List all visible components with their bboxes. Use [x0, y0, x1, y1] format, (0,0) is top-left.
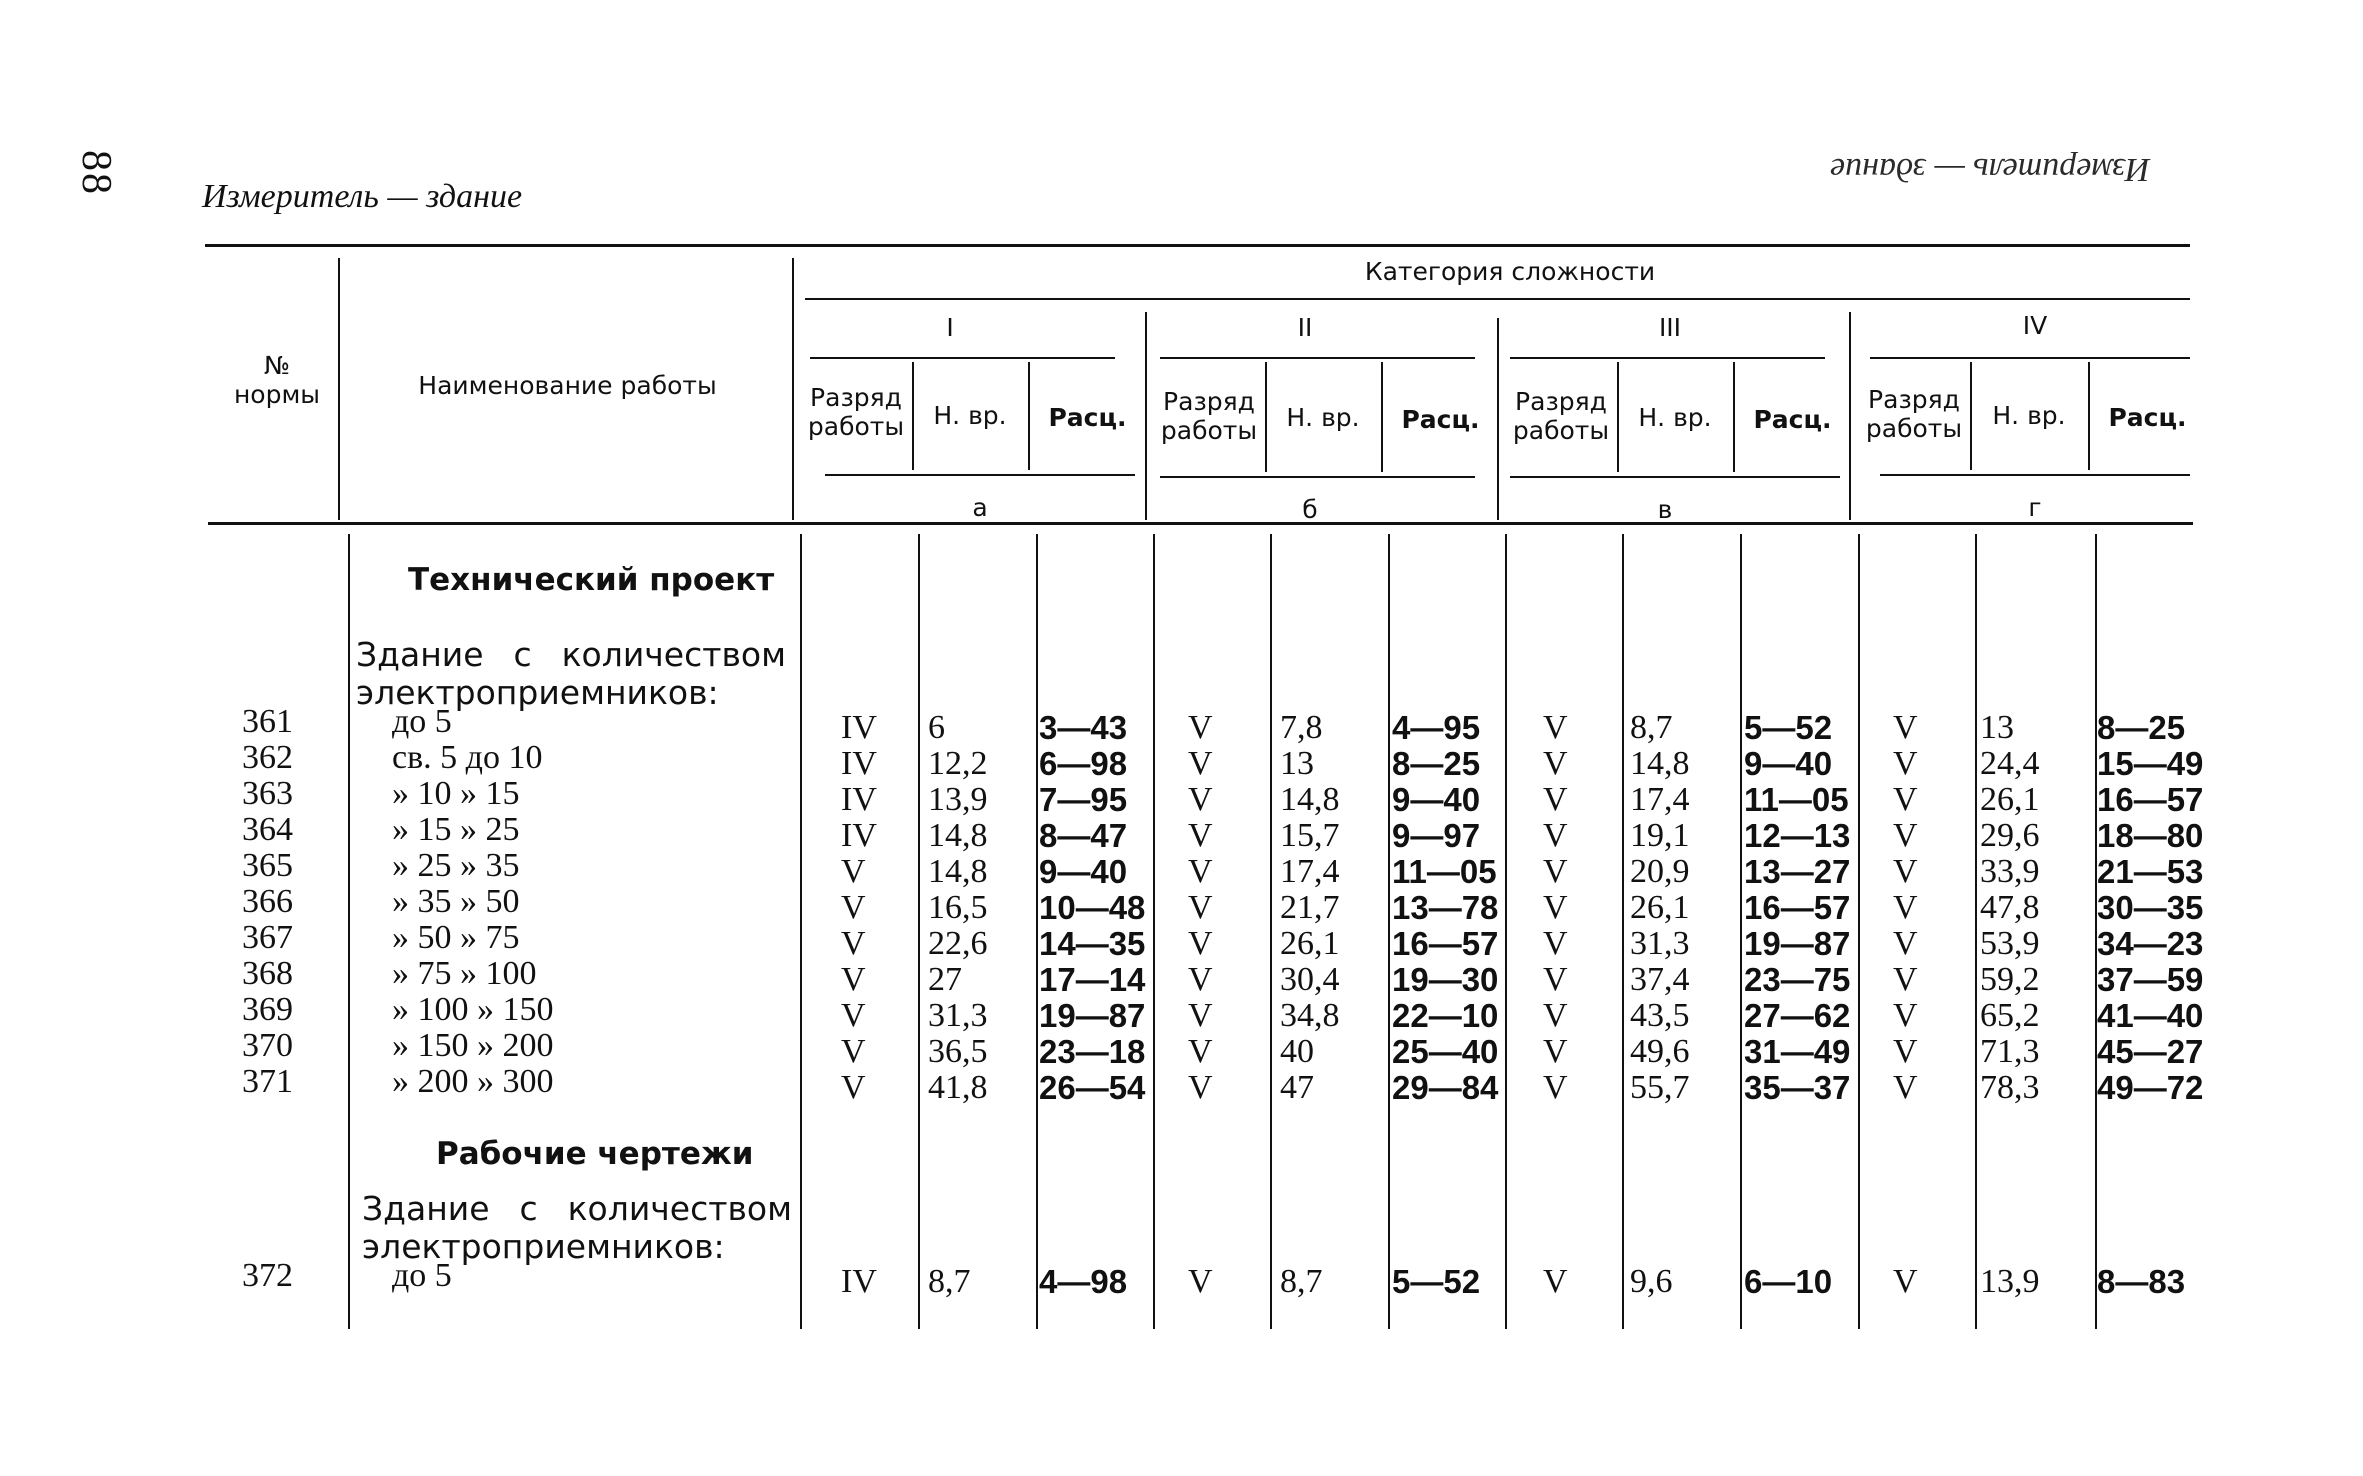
rank-cell: V [1543, 961, 1568, 998]
roman-rule-2 [1160, 357, 1475, 359]
time-cell: 20,9 [1630, 853, 1690, 890]
time-cell: 13 [1980, 709, 2014, 746]
rate-cell: 14—35 [1039, 925, 1146, 962]
rank-cell: IV [841, 781, 877, 818]
rate-cell: 26—54 [1039, 1069, 1146, 1106]
time-cell: 22,6 [928, 925, 988, 962]
work-name: » 25 » 35 [392, 847, 520, 884]
rate-cell: 5—52 [1392, 1263, 1481, 1300]
rank-cell: V [1543, 1069, 1568, 1106]
rate-cell: 13—27 [1744, 853, 1851, 890]
norm-number: 364 [242, 811, 293, 848]
header-time-2: Н. вр. [1286, 403, 1360, 432]
rate-cell: 18—80 [2097, 817, 2204, 854]
time-cell: 41,8 [928, 1069, 988, 1106]
rate-cell: 21—53 [2097, 853, 2204, 890]
rate-cell: 34—23 [2097, 925, 2204, 962]
header-time-3: Н. вр. [1638, 403, 1712, 432]
rank-cell: V [1893, 1033, 1918, 1070]
norm-number: 371 [242, 1063, 293, 1100]
vline-body-2c [1388, 534, 1390, 1329]
rank-cell: V [841, 925, 866, 962]
time-cell: 59,2 [1980, 961, 2040, 998]
rank-cell: V [1543, 997, 1568, 1034]
rate-cell: 41—40 [2097, 997, 2204, 1034]
rank-cell: V [1188, 853, 1213, 890]
time-cell: 19,1 [1630, 817, 1690, 854]
header-rank-4: Разряд работы [1865, 385, 1963, 443]
rate-cell: 6—10 [1744, 1263, 1833, 1300]
norm-number: 370 [242, 1027, 293, 1064]
rate-cell: 3—43 [1039, 709, 1128, 746]
rate-cell: 9—97 [1392, 817, 1481, 854]
norm-number: 369 [242, 991, 293, 1028]
vline-header-no [338, 258, 340, 520]
norm-number: 361 [242, 703, 293, 740]
rank-cell: V [1188, 817, 1213, 854]
rate-cell: 5—52 [1744, 709, 1833, 746]
vline-body-4a [1858, 534, 1860, 1329]
rate-cell: 27—62 [1744, 997, 1851, 1034]
norm-number: 365 [242, 847, 293, 884]
vline-body-2b [1270, 534, 1272, 1329]
rank-cell: V [841, 961, 866, 998]
rank-cell: V [1893, 889, 1918, 926]
category-rule [805, 298, 2190, 300]
section-description-1: Здание с количеством электроприемников: [356, 635, 786, 712]
time-cell: 17,4 [1630, 781, 1690, 818]
time-cell: 31,3 [928, 997, 988, 1034]
rate-cell: 16—57 [1744, 889, 1851, 926]
rate-cell: 12—13 [1744, 817, 1851, 854]
work-name: » 50 » 75 [392, 919, 520, 956]
page-number: 88 [73, 150, 119, 196]
vline-body-3c [1740, 534, 1742, 1329]
norm-number: 372 [242, 1257, 293, 1294]
header-time-1: Н. вр. [933, 401, 1007, 430]
time-cell: 26,1 [1630, 889, 1690, 926]
time-cell: 33,9 [1980, 853, 2040, 890]
work-name: » 10 » 15 [392, 775, 520, 812]
section-description-2: Здание с количеством электроприемников: [362, 1189, 792, 1266]
rank-cell: V [1893, 817, 1918, 854]
rate-cell: 4—95 [1392, 709, 1481, 746]
rate-cell: 19—87 [1744, 925, 1851, 962]
work-name: до 5 [392, 1257, 452, 1294]
time-cell: 21,7 [1280, 889, 1340, 926]
header-bottom-rule [208, 522, 2193, 525]
time-cell: 78,3 [1980, 1069, 2040, 1106]
time-cell: 16,5 [928, 889, 988, 926]
vline-body-4b [1975, 534, 1977, 1329]
rate-cell: 8—25 [2097, 709, 2186, 746]
rank-cell: V [1188, 925, 1213, 962]
header-cat-letter-1: а [972, 493, 988, 522]
time-cell: 17,4 [1280, 853, 1340, 890]
rank-cell: V [1188, 709, 1213, 746]
rate-cell: 8—25 [1392, 745, 1481, 782]
time-cell: 13,9 [928, 781, 988, 818]
header-rate-4: Расц. [2108, 403, 2187, 432]
time-cell: 65,2 [1980, 997, 2040, 1034]
section-title-technical-project: Технический проект [408, 562, 775, 598]
rate-cell: 22—10 [1392, 997, 1499, 1034]
rank-cell: V [1543, 925, 1568, 962]
rate-cell: 8—83 [2097, 1263, 2186, 1300]
work-name: » 75 » 100 [392, 955, 537, 992]
time-cell: 37,4 [1630, 961, 1690, 998]
time-cell: 43,5 [1630, 997, 1690, 1034]
rate-cell: 15—49 [2097, 745, 2204, 782]
rank-cell: V [1188, 745, 1213, 782]
rate-cell: 25—40 [1392, 1033, 1499, 1070]
header-norm-no: № нормы [233, 351, 321, 409]
rate-cell: 31—49 [1744, 1033, 1851, 1070]
time-cell: 34,8 [1280, 997, 1340, 1034]
letter-rule-4 [1880, 474, 2190, 476]
header-cat-roman-4: IV [2022, 311, 2048, 340]
rate-cell: 10—48 [1039, 889, 1146, 926]
time-cell: 14,8 [1280, 781, 1340, 818]
rank-cell: V [1188, 997, 1213, 1034]
rank-cell: V [1188, 1069, 1213, 1106]
vline-body-no [348, 534, 350, 1329]
rate-cell: 23—75 [1744, 961, 1851, 998]
rank-cell: V [1893, 961, 1918, 998]
time-cell: 26,1 [1280, 925, 1340, 962]
norm-number: 362 [242, 739, 293, 776]
time-cell: 29,6 [1980, 817, 2040, 854]
rank-cell: V [1543, 853, 1568, 890]
rank-cell: V [841, 1033, 866, 1070]
work-name: » 35 » 50 [392, 883, 520, 920]
header-cat-roman-2: II [1297, 313, 1313, 342]
rate-cell: 13—78 [1392, 889, 1499, 926]
vline-body-2a [1153, 534, 1155, 1329]
rank-cell: V [1893, 853, 1918, 890]
letter-rule-2 [1160, 476, 1475, 478]
rank-cell: V [1188, 1033, 1213, 1070]
rate-cell: 11—05 [1744, 781, 1849, 818]
time-cell: 12,2 [928, 745, 988, 782]
running-head: Измеритель — здание [202, 178, 523, 215]
rank-cell: IV [841, 709, 877, 746]
time-cell: 55,7 [1630, 1069, 1690, 1106]
time-cell: 14,8 [1630, 745, 1690, 782]
top-rule [205, 244, 2190, 247]
rank-cell: V [1543, 1263, 1568, 1300]
rank-cell: V [1543, 709, 1568, 746]
time-cell: 8,7 [1280, 1263, 1323, 1300]
work-name: » 150 » 200 [392, 1027, 554, 1064]
rate-cell: 11—05 [1392, 853, 1497, 890]
time-cell: 9,6 [1630, 1263, 1673, 1300]
rank-cell: IV [841, 1263, 877, 1300]
header-cat-letter-3: в [1657, 495, 1673, 524]
rank-cell: V [1543, 745, 1568, 782]
rate-cell: 30—35 [2097, 889, 2204, 926]
vline-body-1b [918, 534, 920, 1329]
rank-cell: V [1893, 997, 1918, 1034]
time-cell: 49,6 [1630, 1033, 1690, 1070]
time-cell: 31,3 [1630, 925, 1690, 962]
header-cat-letter-4: г [2028, 493, 2042, 522]
norm-number: 366 [242, 883, 293, 920]
header-rank-1: Разряд работы [807, 383, 905, 441]
rank-cell: V [1543, 1033, 1568, 1070]
rank-cell: V [1188, 1263, 1213, 1300]
vline-body-1a [800, 534, 802, 1329]
header-time-4: Н. вр. [1992, 401, 2066, 430]
header-cat-roman-1: I [946, 313, 954, 342]
norm-number: 368 [242, 955, 293, 992]
work-name: » 200 » 300 [392, 1063, 554, 1100]
time-cell: 8,7 [1630, 709, 1673, 746]
rank-cell: V [1893, 781, 1918, 818]
rank-cell: V [1188, 889, 1213, 926]
time-cell: 24,4 [1980, 745, 2040, 782]
rank-cell: V [1893, 1263, 1918, 1300]
vline-body-1c [1036, 534, 1038, 1329]
rank-cell: V [1543, 817, 1568, 854]
rate-cell: 29—84 [1392, 1069, 1499, 1106]
header-rate-2: Расц. [1401, 405, 1480, 434]
norm-number: 367 [242, 919, 293, 956]
rank-cell: V [1543, 889, 1568, 926]
rate-cell: 37—59 [2097, 961, 2204, 998]
vline-header-name [792, 258, 794, 520]
rate-cell: 9—40 [1039, 853, 1128, 890]
norm-number: 363 [242, 775, 293, 812]
header-rate-3: Расц. [1753, 405, 1832, 434]
time-cell: 47,8 [1980, 889, 2040, 926]
rank-cell: V [841, 889, 866, 926]
rate-cell: 49—72 [2097, 1069, 2204, 1106]
section-title-working-drawings: Рабочие чертежи [436, 1136, 754, 1172]
header-rank-3: Разряд работы [1512, 387, 1610, 445]
time-cell: 71,3 [1980, 1033, 2040, 1070]
rate-cell: 35—37 [1744, 1069, 1851, 1106]
letter-rule-3 [1510, 476, 1840, 478]
rate-cell: 6—98 [1039, 745, 1128, 782]
rate-cell: 4—98 [1039, 1263, 1128, 1300]
header-category-title: Категория сложности [1364, 257, 1656, 286]
rate-cell: 17—14 [1039, 961, 1146, 998]
time-cell: 53,9 [1980, 925, 2040, 962]
rank-cell: IV [841, 745, 877, 782]
rate-cell: 9—40 [1744, 745, 1833, 782]
rate-cell: 8—47 [1039, 817, 1128, 854]
running-head-mirror: Измеритель — здание [1830, 151, 2151, 188]
work-name: до 5 [392, 703, 452, 740]
rank-cell: V [1893, 709, 1918, 746]
work-name: св. 5 до 10 [392, 739, 543, 776]
rank-cell: V [1543, 781, 1568, 818]
time-cell: 26,1 [1980, 781, 2040, 818]
roman-rule-3 [1510, 357, 1825, 359]
vline-body-3b [1622, 534, 1624, 1329]
rank-cell: V [1893, 1069, 1918, 1106]
rank-cell: V [1893, 745, 1918, 782]
rate-cell: 23—18 [1039, 1033, 1146, 1070]
rank-cell: V [841, 1069, 866, 1106]
time-cell: 15,7 [1280, 817, 1340, 854]
time-cell: 8,7 [928, 1263, 971, 1300]
rate-cell: 16—57 [1392, 925, 1499, 962]
time-cell: 13,9 [1980, 1263, 2040, 1300]
rank-cell: V [1188, 781, 1213, 818]
time-cell: 14,8 [928, 817, 988, 854]
time-cell: 7,8 [1280, 709, 1323, 746]
rank-cell: V [1188, 961, 1213, 998]
time-cell: 40 [1280, 1033, 1314, 1070]
rate-cell: 45—27 [2097, 1033, 2204, 1070]
time-cell: 27 [928, 961, 962, 998]
rank-cell: IV [841, 817, 877, 854]
time-cell: 6 [928, 709, 945, 746]
letter-rule-1 [825, 474, 1135, 476]
time-cell: 13 [1280, 745, 1314, 782]
rate-cell: 7—95 [1039, 781, 1128, 818]
roman-rule-1 [810, 357, 1115, 359]
rank-cell: V [841, 853, 866, 890]
rate-cell: 19—30 [1392, 961, 1499, 998]
vline-body-3a [1505, 534, 1507, 1329]
rate-cell: 9—40 [1392, 781, 1481, 818]
work-name: » 100 » 150 [392, 991, 554, 1028]
vline-header-cat2 [1145, 312, 1147, 520]
rate-cell: 16—57 [2097, 781, 2204, 818]
time-cell: 47 [1280, 1069, 1314, 1106]
header-work-name: Наименование работы [418, 371, 717, 400]
rank-cell: V [841, 997, 866, 1034]
header-rate-1: Расц. [1048, 403, 1127, 432]
roman-rule-4 [1870, 357, 2190, 359]
work-name: » 15 » 25 [392, 811, 520, 848]
header-cat-letter-2: б [1302, 495, 1318, 524]
time-cell: 14,8 [928, 853, 988, 890]
time-cell: 36,5 [928, 1033, 988, 1070]
header-cat-roman-3: III [1658, 313, 1682, 342]
header-rank-2: Разряд работы [1160, 387, 1258, 445]
rate-cell: 19—87 [1039, 997, 1146, 1034]
rank-cell: V [1893, 925, 1918, 962]
time-cell: 30,4 [1280, 961, 1340, 998]
